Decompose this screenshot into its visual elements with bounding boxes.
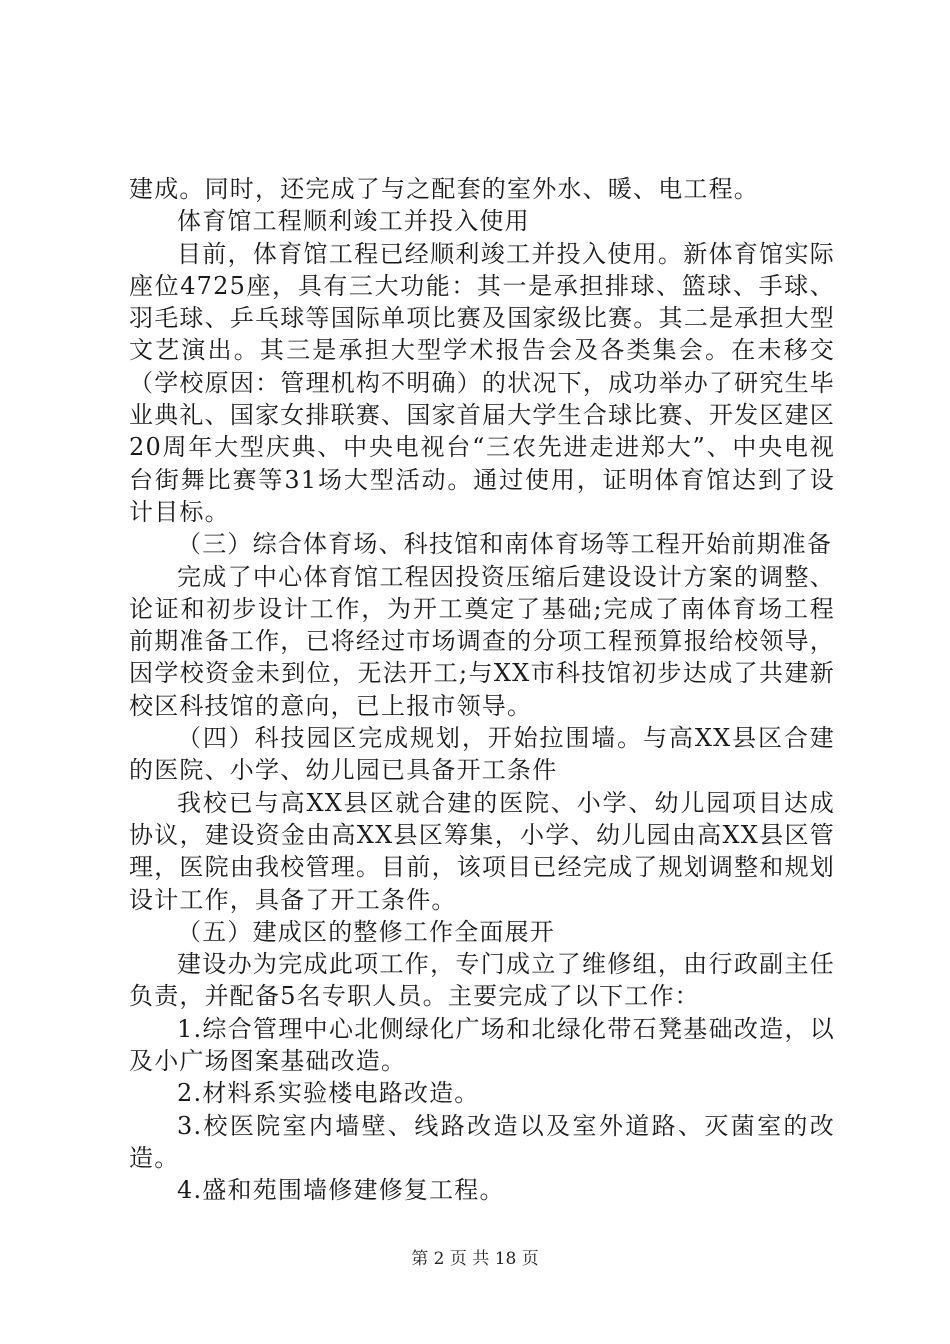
- list-item-4: 4.盛和苑围墙修建修复工程。: [177, 1176, 505, 1205]
- list-item-1: 1.综合管理中心北侧绿化广场和北绿化带石凳基础改造，以及小广场图案基础改造。: [129, 1014, 835, 1076]
- section-heading-4: （四）科技园区完成规划，开始拉围墙。与高XX县区合建的医院、小学、幼儿园已具备开工条件: [129, 724, 835, 785]
- list-item-2: 2.材料系实验楼电路改造。: [177, 1079, 480, 1108]
- section-heading-5: （五）建成区的整修工作全面展开: [177, 917, 555, 946]
- paragraph-section-4: 我校已与高XX县区就合建的医院、小学、幼儿园项目达成协议，建设资金由高XX县区筹集，小学、幼儿园由高XX县区管理，医院由我校管理。目前，该项目已经完成了规划调整和规划设计工作，具备了开工条件。: [129, 788, 835, 914]
- paragraph-gymnasium: 目前，体育馆工程已经顺利竣工并投入使用。新体育馆实际座位4725座，具有三大功能：其一是承担排球、篮球、手球、羽毛球、乒乓球等国际单项比赛及国家级比赛。其二是承担大型文艺演出。其三是承担大型学术报告会及各类集会。在未移交（学校原因：管理机构不明确）的状况下，成功举办了研究生毕业典礼、国家女排联赛、国家首届大学生合球比赛、开发区建区20周年大型庆典、中央电视台“三农先进走进郑大”、中央电视台街舞比赛等31场大型活动。通过使用，证明体育馆达到了设计目标。: [129, 239, 835, 526]
- document-body: [129, 173, 835, 1207]
- paragraph-continuation: 建成。同时，还完成了与之配套的室外水、暖、电工程。: [129, 175, 759, 203]
- section-heading-gymnasium: 体育馆工程顺利竣工并投入使用: [177, 207, 530, 236]
- list-item-3: 3.校医院室内墙壁、线路改造以及室外道路、灭菌室的改造。: [129, 1111, 835, 1172]
- page-number-footer: 第 2 页 共 18 页: [411, 1249, 539, 1269]
- paragraph-section-5: 建设办为完成此项工作，专门成立了维修组，由行政副主任负责，并配备5名专职人员。主要完成了以下工作：: [129, 950, 835, 1011]
- section-heading-3: （三）综合体育场、科技馆和南体育场等工程开始前期准备: [177, 530, 833, 559]
- paragraph-section-3: 完成了中心体育馆工程因投资压缩后建设设计方案的调整、论证和初步设计工作，为开工奠定了基础;完成了南体育场工程前期准备工作，已将经过市场调查的分项工程预算报给校领导，因学校资金未到位，无法开工;与XX市科技馆初步达成了共建新校区科技馆的意向，已上报市领导。: [129, 562, 835, 720]
